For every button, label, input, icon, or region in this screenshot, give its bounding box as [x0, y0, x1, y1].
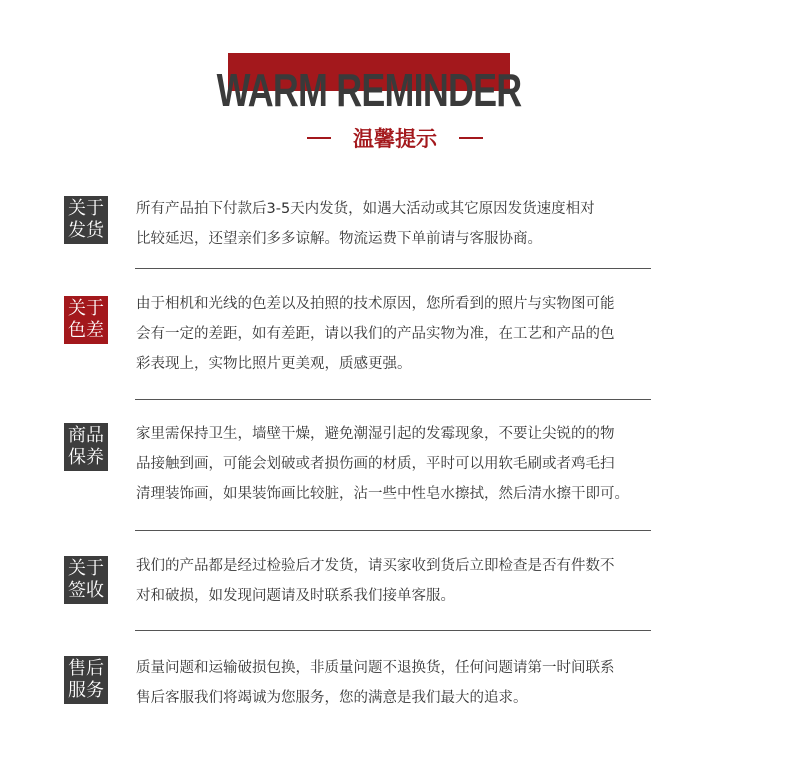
section-divider [135, 530, 651, 531]
badge-line2: 签收 [68, 580, 104, 601]
subtitle-dash-left [307, 137, 331, 139]
badge-maintenance [64, 423, 108, 471]
text-line: 我们的产品都是经过检验后才发货，请买家收到货后立即检查是否有件数不 [136, 558, 615, 574]
badge-line2: 发货 [68, 220, 104, 241]
text-line: 家里需保持卫生，墙壁干燥，避免潮湿引起的发霉现象，不要让尖锐的的物 [136, 426, 615, 442]
section-text-after-sales [136, 653, 696, 713]
section-text-color-difference [136, 289, 696, 379]
badge-line2: 保养 [68, 447, 104, 468]
badge-color-difference [64, 296, 108, 344]
page-subtitle [0, 123, 790, 153]
subtitle-dash-right [459, 137, 483, 139]
badge-after-sales [64, 656, 108, 704]
text-line: 质量问题和运输破损包换，非质量问题不退换货，任何问题请第一时间联系 [136, 660, 615, 676]
text-line: 彩表现上，实物比照片更美观，质感更强。 [136, 356, 412, 372]
badge-line2: 服务 [68, 680, 104, 701]
section-divider [135, 268, 651, 269]
text-line: 售后客服我们将竭诚为您服务，您的满意是我们最大的追求。 [136, 690, 528, 706]
badge-line1: 关于 [68, 298, 104, 319]
text-line: 会有一定的差距，如有差距，请以我们的产品实物为准，在工艺和产品的色 [136, 326, 615, 342]
badge-line1: 售后 [68, 658, 104, 679]
badge-receipt [64, 556, 108, 604]
text-line: 品接触到画，可能会划破或者损伤画的材质，平时可以用软毛刷或者鸡毛扫 [136, 456, 615, 472]
page-title: WARM REMINDER [216, 64, 522, 116]
badge-line1: 关于 [68, 558, 104, 579]
badge-line2: 色差 [68, 320, 104, 341]
text-line: 清理装饰画，如果装饰画比较脏，沾一些中性皂水擦拭，然后清水擦干即可。 [136, 486, 629, 502]
text-line: 所有产品拍下付款后3-5天内发货，如遇大活动或其它原因发货速度相对 [136, 201, 595, 217]
badge-shipping [64, 196, 108, 244]
text-line: 对和破损，如发现问题请及时联系我们接单客服。 [136, 588, 455, 604]
section-text-receipt [136, 551, 696, 611]
section-divider [135, 399, 651, 400]
section-text-shipping [136, 194, 696, 254]
badge-line1: 关于 [68, 198, 104, 219]
badge-line1: 商品 [68, 425, 104, 446]
text-line: 由于相机和光线的色差以及拍照的技术原因，您所看到的照片与实物图可能 [136, 296, 615, 312]
section-divider [135, 630, 651, 631]
section-text-maintenance [136, 419, 696, 509]
text-line: 比较延迟，还望亲们多多谅解。物流运费下单前请与客服协商。 [136, 231, 542, 247]
subtitle-text: 温馨提示 [353, 127, 437, 151]
